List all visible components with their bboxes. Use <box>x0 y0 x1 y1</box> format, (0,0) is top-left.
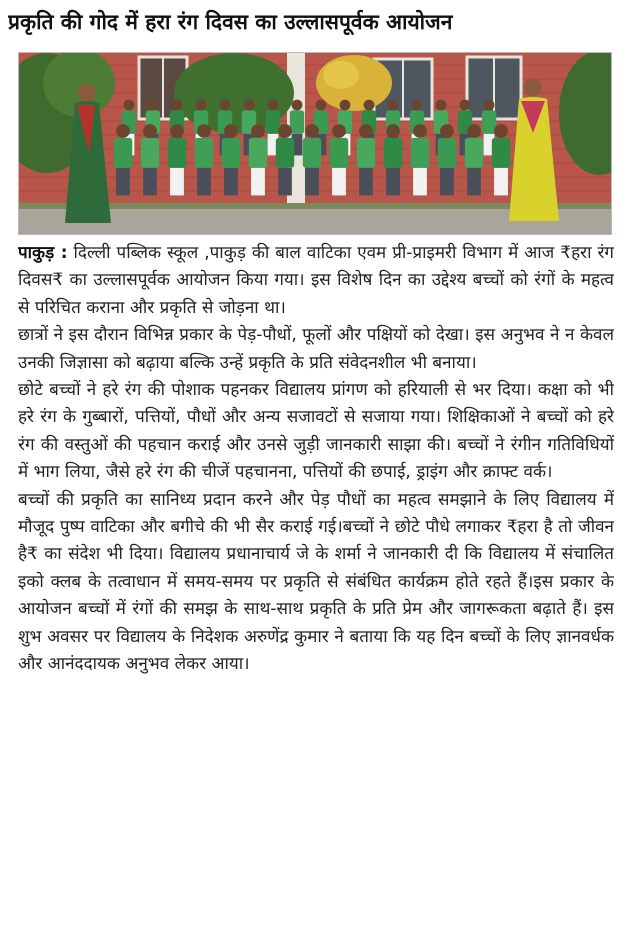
paragraph-1 <box>18 240 614 322</box>
paragraph-4: बच्चों की प्रकृति का सानिध्य प्रदान करने और पेड़ पौधों का महत्व समझाने के लिए विद्यालय में मौजूद पुष्प वाटिका और बगीचे की भी सैर कराई गई।बच्चों ने छोटे पौधे लगाकर ₹हरा है तो जीवन है₹ का संदेश भी दिया। विद्यालय प्रधानाचार्य जे के शर्मा ने जानकारी दी कि विद्यालय में संचालित इको क्लब के तत्वाधान में समय-समय पर प्रकृति से संबंधित कार्यक्रम होते रहते हैं।इस प्रकार के आयोजन बच्चों में रंगों की समझ के साथ-साथ प्रकृति के प्रति प्रेम और जागरूकता बढ़ाते हैं। इस शुभ अवसर पर विद्यालय के निदेशक अरुणेंद्र कुमार ने बताया कि यह दिन बच्चों के लिए ज्ञानवर्धक और आनंददायक अनुभव लेकर आया। <box>18 489 614 675</box>
paragraph-1-text: दिल्ली पब्लिक स्कूल ,पाकुड़ की बाल वाटिका एवम प्री-प्राइमरी विभाग में आज ₹हरा रंग दिवस₹ का उल्लासपूर्वक आयोजन किया गया। इस विशेष दिन का उद्देश्य बच्चों को रंगों के महत्व से परिचित कराना और प्रकृति से जोड़ना था। <box>18 243 614 318</box>
article-body <box>18 240 614 940</box>
paragraph-2: छात्रों ने इस दौरान विभिन्न प्रकार के पेड़-पौधों, फूलों और पक्षियों को देखा। इस अनुभव ने न केवल उनकी जिज्ञासा को बढ़ाया बल्कि उन्हें प्रकृति के प्रति संवेदनशील भी बनाया। <box>18 325 614 373</box>
group-photo <box>18 52 612 235</box>
paragraph-3: छोटे बच्चों ने हरे रंग की पोशाक पहनकर विद्यालय प्रांगण को हरियाली से भर दिया। कक्षा को भी हरे रंग के गुब्बारों, पत्तियों, पौधों और अन्य सजावटों से सजाया गया। शिक्षिकाओं ने बच्चों को हरे रंग की वस्तुओं की पहचान कराई और उनसे जुड़ी जानकारी साझा की। बच्चों ने रंगीन गतिविधियों में भाग लिया, जैसे हरे रंग की चीजें पहचानना, पत्तियों की छपाई, ड्राइंग और क्राफ्ट वर्क। <box>18 380 614 483</box>
dateline: पाकुड़ : <box>18 243 68 263</box>
group-photo-illustration <box>19 53 612 235</box>
headline: प्रकृति की गोद में हरा रंग दिवस का उल्लासपूर्वक आयोजन <box>8 10 453 34</box>
